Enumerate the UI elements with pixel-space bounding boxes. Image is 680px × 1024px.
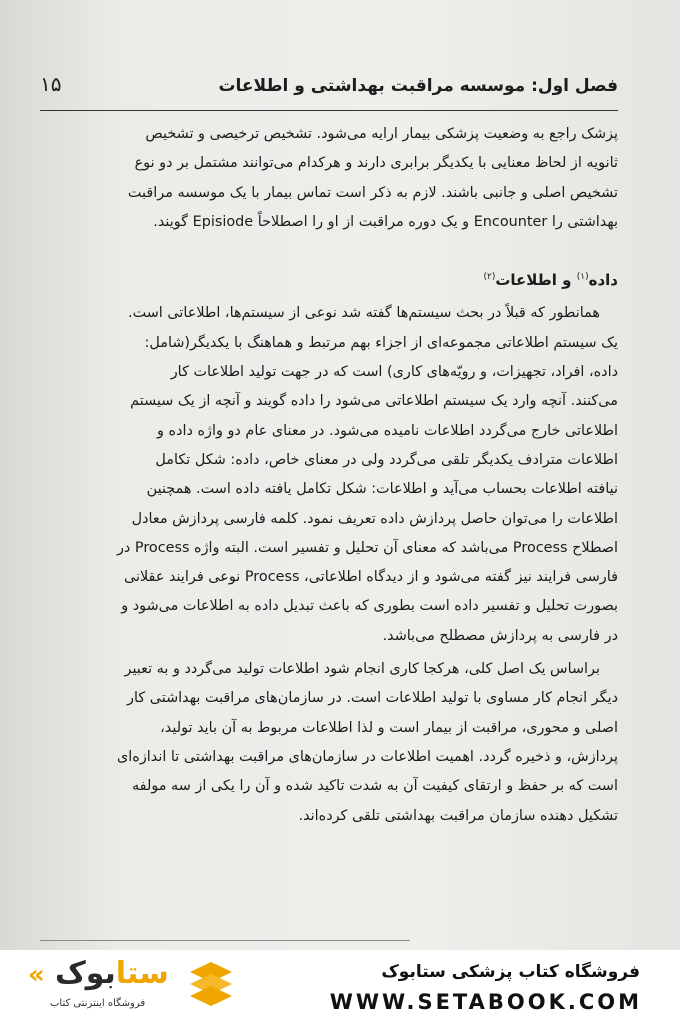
text-line: اصلی و محوری، مراقبت از بیمار است و لذا اطلاعات مربوط به آن باید تولید، [160, 719, 618, 736]
heading-word-information: و اطلاعات [495, 271, 577, 290]
text-line: اطلاعاتی خارج می‌گردد اطلاعات نامیده می‌شود. در معنای عام دو واژه داده و [157, 422, 618, 439]
logo-word-book: بوک [55, 956, 116, 991]
text-line: براساس یک اصل کلی، هرکجا کاری انجام شود اطلاعات تولید می‌گردد و به تعبیر [124, 661, 600, 678]
text-line: همانطور که قبلاً در بحث سیستم‌ها گفته شد نوعی از سیستم‌ها، اطلاعاتی است. [128, 305, 600, 322]
text-line: اطلاعات را می‌توان حاصل پردازش داده تعریف نمود. کلمه فارسی پردازش معادل [131, 510, 618, 527]
text-line: نیافته اطلاعات بحساب می‌آید و اطلاعات: شکل تکامل یافته داده است. همچنین [146, 481, 618, 498]
store-logo-wordmark [55, 956, 169, 991]
section-heading [40, 263, 618, 295]
text-line: پردازش، و ذخیره گردد. اهمیت اطلاعات در سازمان‌های مراقبت بهداشتی تا اندازه‌ای [117, 748, 618, 765]
text-line: فارسی فرایند نیز گفته می‌شود و از دیدگاه اطلاعاتی، Process نوعی فرایند عقلانی [123, 569, 618, 586]
body-text [40, 120, 618, 831]
running-header [40, 70, 618, 111]
footnote-ref-1: (۱) [576, 272, 589, 283]
text-line: اطلاعات مترادف یکدیگر تلقی می‌گردد ولی در معنای خاص، داده: شکل تکامل [155, 451, 618, 468]
text-line: تشکیل دهنده سازمان مراقبت بهداشتی تلقی کرده‌اند. [298, 807, 618, 824]
text-line: داده، افراد، تجهیزات، و رویّه‌های کاری) است که در جهت تولید اطلاعات کار [170, 364, 618, 381]
text-line: بصورت تحلیل و تفسیر داده است بطوری که باعث تبدیل داده به اطلاعات می‌شود و [121, 598, 618, 615]
text-line: تشخیص اصلی و جانبی باشند. لازم به ذکر است تماس بیمار با یک موسسه مراقبت [127, 184, 618, 201]
text-line: در فارسی به پردازش مصطلح می‌باشد. [382, 627, 618, 644]
footnote-ref-2: (۲) [483, 272, 496, 283]
chapter-title: فصل اول: موسسه مراقبت بهداشتی و اطلاعات [218, 76, 618, 96]
store-banner [0, 950, 680, 1024]
text-line: دیگر انجام کار مساوی با تولید اطلاعات است. در سازمان‌های مراقبت بهداشتی کار [127, 690, 618, 707]
heading-word-data: داده [588, 271, 618, 290]
page-number: ۱۵ [40, 72, 62, 96]
footnote-divider [40, 940, 410, 941]
book-stack-logo-icon [188, 958, 234, 1010]
text-line: ثانویه از لحاظ معنایی با یکدیگر برابری دارند و هرکدام می‌توانند مشتمل بر دو نوع [134, 155, 618, 172]
logo-chevrons: « [28, 960, 45, 990]
text-line: است که بر حفظ و ارتقای کیفیت آن به شدت تاکید شده و آن را یکی از سه مولفه [131, 778, 618, 795]
text-line: پزشک راجع به وضعیت پزشکی بیمار ارایه می‌شود. تشخیص ترخیصی و تشخیص [145, 126, 618, 142]
store-name: فروشگاه کتاب پزشکی ستابوک [381, 962, 640, 982]
text-line: می‌کنند. آنچه وارد یک سیستم اطلاعاتی می‌شود را داده گویند و آنچه از یک سیستم [130, 393, 618, 410]
text-line: بهداشتی را Encounter و یک دوره مراقبت از او را اصطلاحاً Episiode گویند. [153, 213, 618, 230]
store-url-link[interactable]: WWW.SETABOOK.COM [329, 990, 642, 1014]
logo-word-seta: ستا [115, 956, 169, 991]
text-line: یک سیستم اطلاعاتی مجموعه‌ای از اجزاء بهم مرتبط و هماهنگ با یکدیگر(شامل: [144, 334, 618, 351]
logo-tagline: فروشگاه اینترنتی کتاب [50, 998, 146, 1009]
text-line: اصطلاح Process می‌باشد که معنای آن تحلیل و تفسیر است. البته واژه Process در [116, 539, 618, 556]
